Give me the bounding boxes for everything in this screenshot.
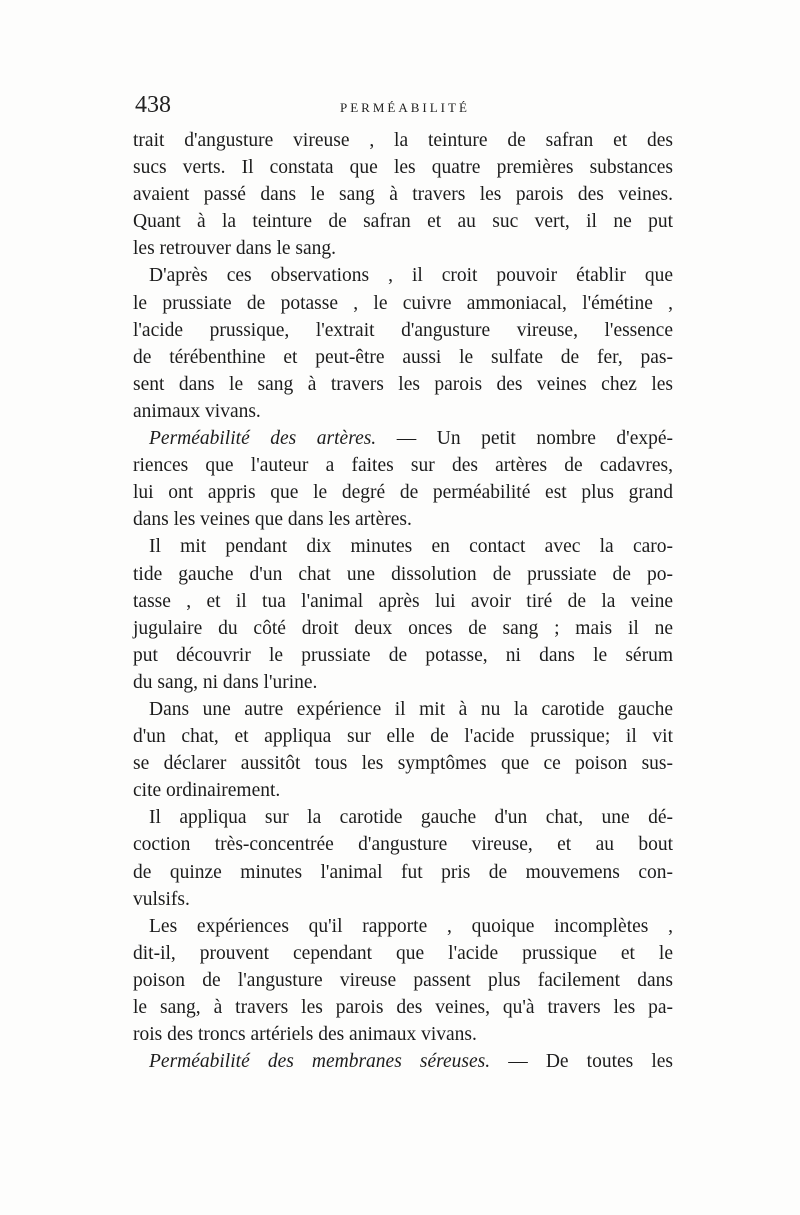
text-line: cite ordinairement.	[133, 780, 281, 802]
section-heading-line	[133, 1048, 673, 1075]
text-line: d'un chat, et appliqua sur elle de l'acide prussique; il vit	[133, 726, 673, 748]
text-line: sucs verts. Il constata que les quatre premières substances	[133, 157, 673, 179]
body-text	[133, 127, 673, 1075]
text-line: Les expériences qu'il rapporte , quoique incomplètes ,	[149, 915, 673, 937]
text-line: poison de l'angusture vireuse passent plus facilement dans	[133, 969, 673, 991]
text-line: put découvrir le prussiate de potasse, ni dans le sérum	[133, 644, 673, 666]
section-heading-line	[133, 425, 673, 452]
text-line: l'acide prussique, l'extrait d'angusture vireuse, l'essence	[133, 319, 673, 341]
text-line: coction très-concentrée d'angusture vireuse, et au bout	[133, 834, 673, 856]
page-number: 438	[135, 92, 171, 118]
running-head: PERMÉABILITÉ	[340, 100, 470, 115]
text-line: le prussiate de potasse , le cuivre ammoniacal, l'émétine ,	[133, 292, 673, 314]
text-line: trait d'angusture vireuse , la teinture de safran et des	[133, 130, 673, 151]
text-line: Dans une autre expérience il mit à nu la carotide gauche	[149, 698, 673, 720]
page-header	[135, 92, 675, 122]
text-line: tasse , et il tua l'animal après lui avoir tiré de la veine	[133, 590, 673, 612]
text-line: riences que l'auteur a faites sur des artères de cadavres,	[133, 455, 673, 477]
text-line: rois des troncs artériels des animaux vivans.	[133, 1024, 477, 1046]
text-line: jugulaire du côté droit deux onces de sang ; mais il ne	[133, 617, 673, 639]
text-line: vulsifs.	[133, 888, 190, 910]
text-line: Il mit pendant dix minutes en contact avec la caro-	[149, 536, 673, 558]
text-line: D'après ces observations , il croit pouvoir établir que	[149, 265, 673, 287]
text-line: sent dans le sang à travers les parois des veines chez les	[133, 373, 673, 395]
text-run: — Un petit nombre d'expé-	[376, 428, 674, 450]
section-heading: Perméabilité des membranes séreuses.	[149, 1051, 491, 1073]
text-line: le sang, à travers les parois des veines, qu'à travers les pa-	[133, 997, 673, 1018]
text-line: animaux vivans.	[133, 400, 261, 422]
text-line: les retrouver dans le sang.	[133, 238, 337, 260]
text-line: lui ont appris que le degré de perméabilité est plus grand	[133, 482, 673, 504]
text-run: — De toutes les	[490, 1051, 673, 1073]
text-line: Quant à la teinture de safran et au suc vert, il ne put	[133, 211, 673, 233]
text-line: tide gauche d'un chat une dissolution de prussiate de po-	[133, 563, 673, 585]
text-line: dit-il, prouvent cependant que l'acide prussique et le	[133, 942, 673, 964]
text-line: se déclarer aussitôt tous les symptômes que ce poison sus-	[133, 753, 673, 775]
text-line: de térébenthine et peut-être aussi le sulfate de fer, pas-	[133, 346, 673, 368]
text-line: dans les veines que dans les artères.	[133, 509, 412, 531]
text-line: Il appliqua sur la carotide gauche d'un chat, une dé-	[149, 807, 673, 829]
text-line: avaient passé dans le sang à travers les parois des veines.	[133, 184, 673, 206]
section-heading: Perméabilité des artères.	[149, 428, 377, 450]
text-line: de quinze minutes l'animal fut pris de mouvemens con-	[133, 861, 673, 883]
text-line: du sang, ni dans l'urine.	[133, 671, 318, 693]
